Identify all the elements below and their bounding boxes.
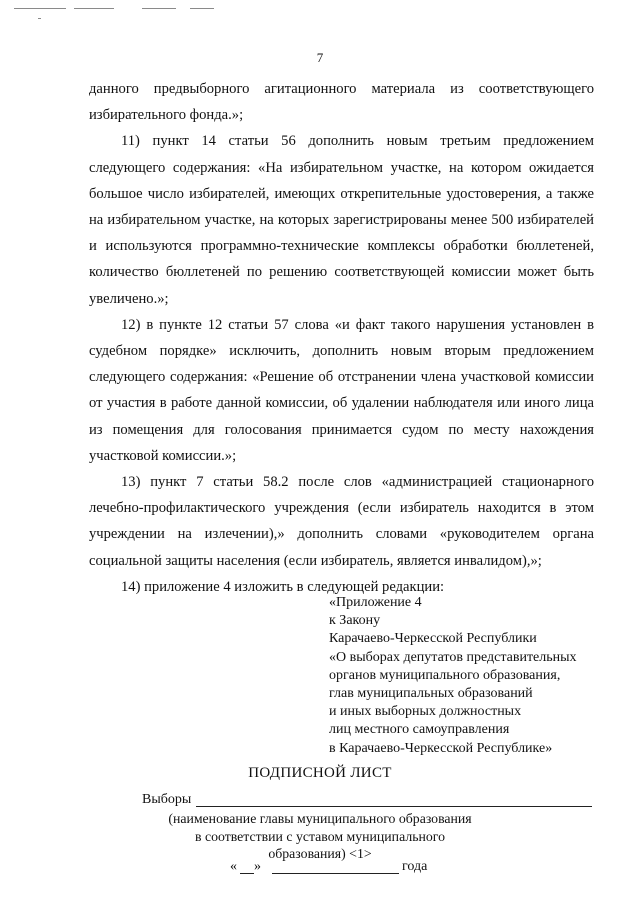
- paragraph: данного предвыборного агитационного материала из соответствующего избирательного фонда.»;: [89, 81, 594, 124]
- scan-mark: [190, 8, 214, 9]
- date-open-quote: «: [230, 859, 237, 874]
- elections-row: [142, 792, 592, 812]
- elections-label: Выборы: [142, 792, 192, 807]
- date-row: [230, 859, 530, 879]
- appendix-line: «О выборах депутатов представительных: [329, 649, 577, 665]
- appendix-header: [329, 594, 619, 758]
- paragraph: 13) пункт 7 статьи 58.2 после слов «администрацией стационарного лечебно-профилактического учреждения (если избиратель находится в этом учреждении на излечении),» дополнить словами «руководителем органа социальной защиты населения (если избиратель, является инвалидом),»;: [89, 474, 594, 569]
- year-label: года: [402, 859, 428, 874]
- page-number: 7: [316, 50, 324, 65]
- appendix-line: органов муниципального образования,: [329, 667, 561, 683]
- appendix-line: «Приложение 4: [329, 595, 422, 610]
- scan-mark: [14, 8, 66, 9]
- date-close-quote: »: [254, 859, 261, 874]
- month-blank-line: [272, 873, 399, 874]
- appendix-line: к Закону: [329, 613, 381, 629]
- form-title: ПОДПИСНОЙ ЛИСТ: [248, 765, 392, 781]
- scan-mark: [142, 8, 176, 9]
- appendix-line: лиц местного самоуправления: [329, 722, 510, 738]
- scan-mark: [74, 8, 114, 9]
- note-line: образования) <1>: [268, 846, 372, 861]
- day-blank-line: [240, 873, 254, 874]
- appendix-line: глав муниципальных образований: [329, 686, 533, 702]
- scan-marks: [0, 4, 640, 24]
- note-line: в соответствии с уставом муниципального: [195, 828, 445, 844]
- appendix-line: Карачаево-Черкесской Республики: [329, 631, 537, 647]
- document-body: [89, 76, 594, 600]
- note-line: (наименование главы муниципального образования: [168, 811, 472, 826]
- scan-mark: [38, 18, 41, 19]
- elections-note: [0, 810, 640, 863]
- paragraph: 11) пункт 14 статьи 56 дополнить новым третьим предложением следующего содержания: «На избирательном участке, на котором ожидается большое число избирателей, имеющих открепительные удостоверения, а также на избирательном участке, на которых зарегистрированы менее 500 избирателей и используются программно-технические комплексы обработки бюллетеней, количество бюллетеней по решению соответствующей комиссии может быть увеличено.»;: [89, 133, 594, 307]
- paragraph: 12) в пункте 12 статьи 57 слова «и факт такого нарушения установлен в судебном порядке» исключить, дополнить новым вторым предложением следующего содержания: «Решение об отстранении члена участковой комиссии от участия в работе данной комиссии, об удалении наблюдателя или иного лица из помещения для голосования принимается судом по месту нахождения участковой комиссии.»;: [89, 316, 594, 464]
- appendix-line: и иных выборных должностных: [329, 704, 522, 720]
- appendix-line: в Карачаево-Черкесской Республике»: [329, 740, 553, 756]
- elections-blank-line: [196, 806, 592, 807]
- paragraph: 14) приложение 4 изложить в следующей редакции:: [121, 578, 445, 595]
